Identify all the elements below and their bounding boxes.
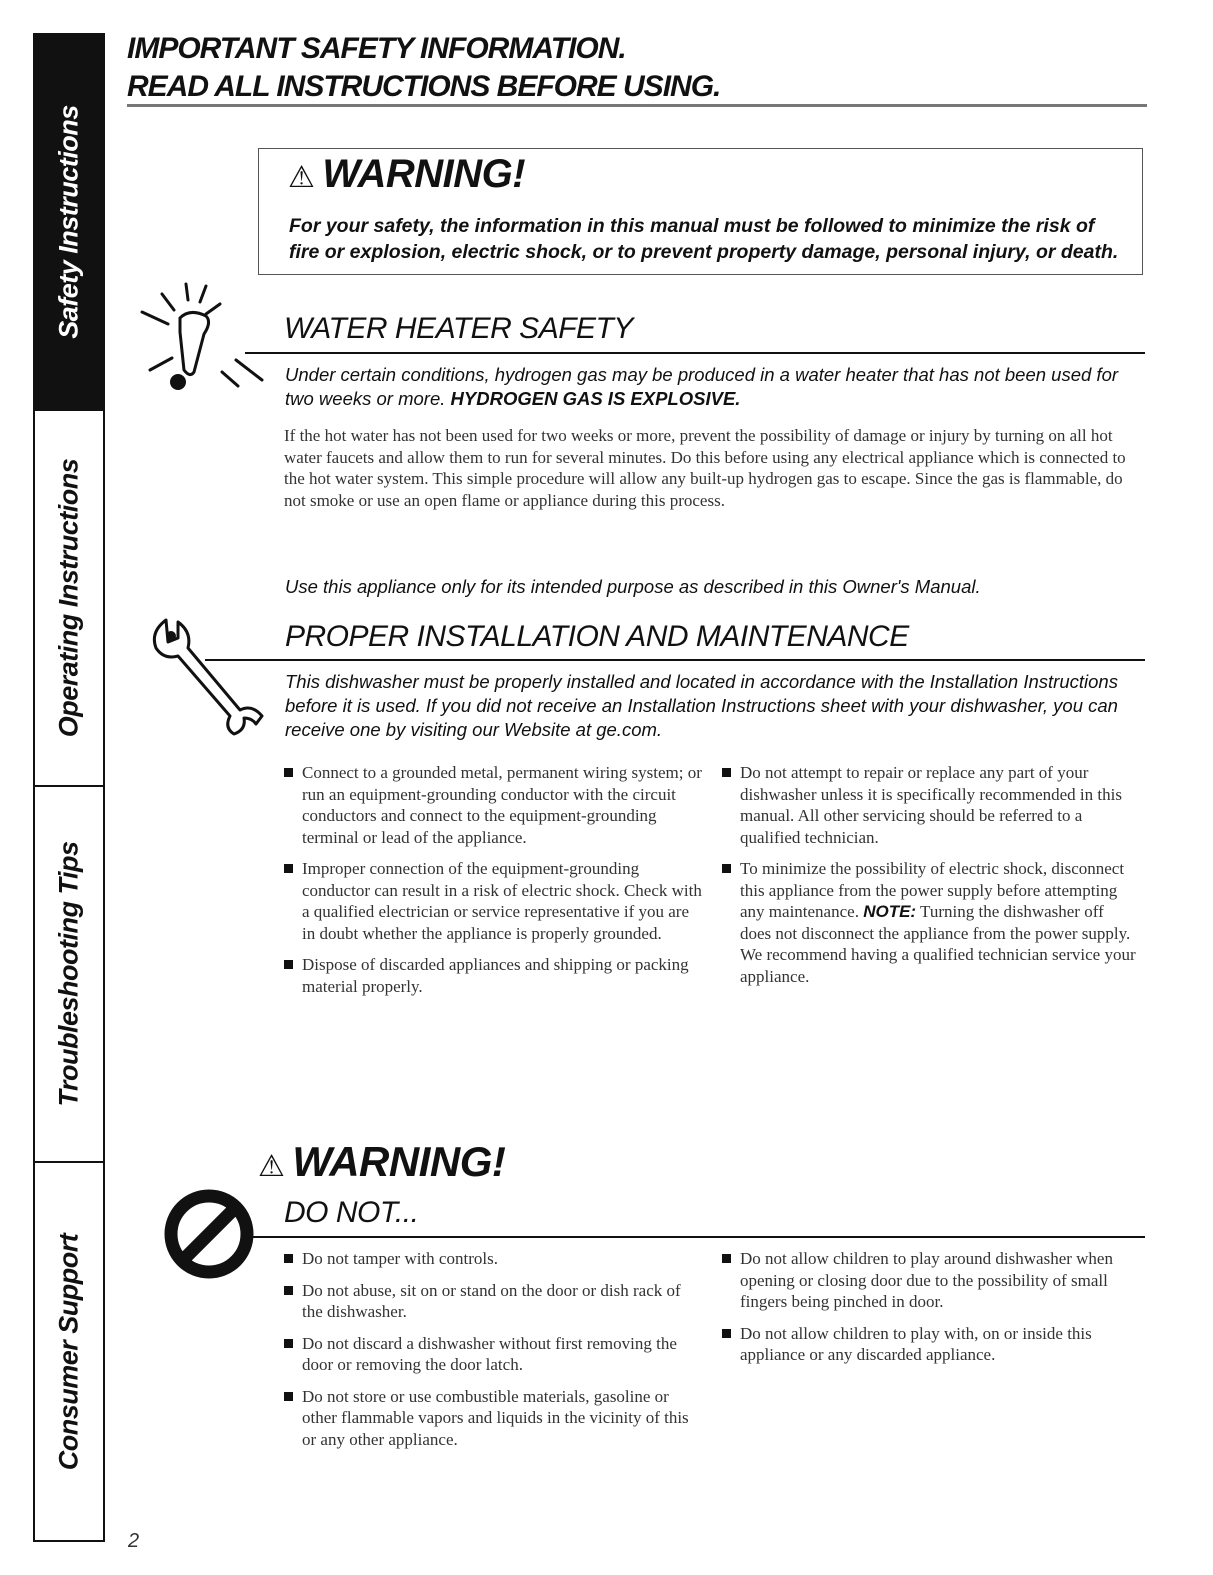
warning-triangle-icon: ⚠ — [288, 161, 315, 194]
bullet-text: Improper connection of the equipment-grounding conductor can result in a risk of electric shock. Check with a qualified electrician or service representative if you are in doubt whether the appliance is properly grounded. — [302, 859, 702, 943]
bullet-text: Do not discard a dishwasher without first removing the door or removing the door latch. — [302, 1333, 677, 1374]
warning-text: For your safety, the information in this manual must be followed to minimize the risk of fire or explosion, electric shock, or to prevent property damage, personal injury, or death. — [289, 215, 1119, 263]
note-text: Turning the dishwasher off does not disconnect the appliance from the power supply. We recommend having a qualified technician service your appliance. — [740, 902, 1136, 986]
list-item — [284, 1248, 704, 1270]
list-item — [284, 1333, 704, 1376]
tab-label: Safety Instructions — [53, 105, 84, 339]
water-heater-title: WATER HEATER SAFETY — [284, 312, 633, 345]
list-item — [722, 1323, 1137, 1366]
bullet-text: Connect to a grounded metal, permanent wiring system; or run an equipment-grounding conductor with the circuit conductors and connect to the equipment-grounding terminal or lead of the appliance. — [302, 763, 702, 847]
do-not-left-column — [284, 1248, 704, 1460]
do-not-right-column — [722, 1248, 1137, 1376]
warning-triangle-icon: ⚠ — [258, 1150, 285, 1183]
tab-label: Troubleshooting Tips — [53, 841, 84, 1107]
water-heater-intro — [285, 363, 1135, 411]
usage-note: Use this appliance only for its intended purpose as described in this Owner's Manual. — [285, 576, 981, 597]
tab-safety-instructions[interactable] — [33, 33, 105, 411]
list-item — [284, 762, 704, 848]
installation-right-column — [722, 762, 1137, 997]
tab-label: Operating Instructions — [53, 458, 84, 738]
hydrogen-warning: HYDROGEN GAS IS EXPLOSIVE. — [450, 388, 741, 409]
do-not-rule — [250, 1236, 1145, 1238]
warning2-title-text: WARNING! — [292, 1138, 506, 1185]
bullet-text: Do not attempt to repair or replace any part of your dishwasher unless it is specifically recommended in this manual. All other servicing should be referred to a qualified technician. — [740, 763, 1122, 847]
installation-left-column — [284, 762, 704, 1007]
bullet-text: Do not allow children to play around dishwasher when opening or closing door due to the possibility of small fingers being pinched in door. — [740, 1249, 1113, 1311]
warning-title — [288, 152, 525, 197]
water-heater-body: If the hot water has not been used for two weeks or more, prevent the possibility of damage or injury by turning on all hot water faucets and allow them to run for several minutes. Do this before using any electrical appliance which is connected to the hot water system. This simple procedure will allow any built-up hydrogen gas to escape. Since the gas is flammable, do not smoke or use an open flame or appliance during this process. — [284, 426, 1126, 510]
wrench-icon — [148, 618, 266, 738]
header-rule — [127, 104, 1147, 107]
warning2-title — [258, 1138, 505, 1186]
bullet-text: Do not store or use combustible materials, gasoline or other flammable vapors and liquids in the vicinity of this or any other appliance. — [302, 1386, 689, 1449]
page-number: 2 — [128, 1530, 140, 1552]
tab-operating-instructions[interactable] — [33, 409, 105, 787]
sidebar-tabs — [33, 33, 105, 1563]
list-item — [284, 1386, 704, 1451]
bullet-text: Do not abuse, sit on or stand on the door or dish rack of the dishwasher. — [302, 1280, 681, 1321]
list-item — [722, 762, 1137, 848]
installation-rule — [205, 659, 1145, 661]
bullet-text: Do not tamper with controls. — [302, 1249, 498, 1268]
list-item — [284, 954, 704, 997]
list-item — [722, 858, 1137, 987]
warning-title-text: WARNING! — [322, 152, 526, 196]
prohibited-icon — [160, 1185, 258, 1283]
tab-label: Consumer Support — [53, 1233, 84, 1470]
list-item — [284, 858, 704, 944]
note-label: NOTE: — [863, 902, 917, 921]
tab-consumer-support[interactable] — [33, 1161, 105, 1542]
header-line-2: READ ALL INSTRUCTIONS BEFORE USING. — [127, 70, 721, 103]
do-not-title: DO NOT... — [284, 1196, 419, 1229]
installation-title: PROPER INSTALLATION AND MAINTENANCE — [285, 620, 909, 653]
bullet-text: Dispose of discarded appliances and shipping or packing material properly. — [302, 955, 689, 996]
installation-intro: This dishwasher must be properly installed and located in accordance with the Installation Instructions before it is used. If you did not receive an Installation Instructions sheet with your dishwasher, you can receive one by visiting our Website at ge.com. — [285, 671, 1118, 740]
bullet-text: Do not allow children to play with, on or inside this appliance or any discarded appliance. — [740, 1323, 1092, 1364]
caution-exclamation-icon — [140, 282, 265, 392]
tab-troubleshooting-tips[interactable] — [33, 785, 105, 1163]
bullet-text: To minimize the possibility of electric shock, disconnect this appliance from the power supply before attempting any maintenance. — [740, 859, 1125, 921]
header-line-1: IMPORTANT SAFETY INFORMATION. — [127, 32, 626, 65]
water-heater-rule — [245, 352, 1145, 354]
list-item — [722, 1248, 1137, 1313]
water-heater-intro-text: Under certain conditions, hydrogen gas may be produced in a water heater that has not been used for two weeks or more. — [285, 364, 1119, 409]
list-item — [284, 1280, 704, 1323]
